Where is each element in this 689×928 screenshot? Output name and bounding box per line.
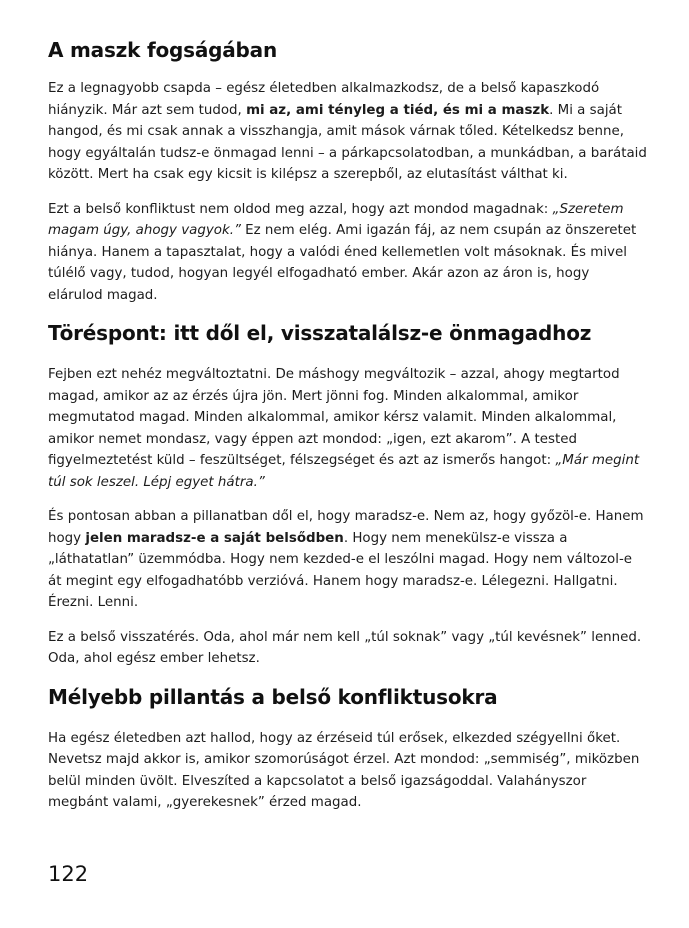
italic-quote: „Már megint túl sok leszel. Lépj egyet hátra.” <box>48 453 640 490</box>
section-heading-deeper-look: Mélyebb pillantás a belső konfliktusokra <box>48 684 498 709</box>
paragraph: Ha egész életedben azt hallod, hogy az érzéseid túl erősek, elkezded szégyellni őket. Nevetsz majd akkor is, amikor szomorúságot érzel. Azt mondod: „semmiség”, miközben belül minden üvölt. Elveszíted a kapcsolatot a belső igazságoddal. Valahányszor megbánt valami, „gyerekesnek” érzed magad. <box>48 730 640 810</box>
paragraph: Fejben ezt nehéz megváltoztatni. De máshogy megváltozik – azzal, ahogy megtartod magad, amikor az az érzés újra jön. Mert jönni fog. Minden alkalommal, amikor megmutatod magad. Minden alkalommal, amikor kérsz valamit. Minden alkalommal, amikor nemet mondasz, vagy éppen azt mondod: „igen, ezt akarom”. A tested figyelmeztetést küld – feszültséget, félszegséget és azt az ismerős hangot: „Már megint túl sok leszel. Lépj egyet hátra.” <box>48 367 640 490</box>
paragraph: Ez a belső visszatérés. Oda, ahol már nem kell „túl soknak” vagy „túl kevésnek” lenned. Oda, ahol egész ember lehetsz. <box>48 629 642 666</box>
italic-quote: „Szeretem magam úgy, ahogy vagyok.” <box>48 201 624 238</box>
paragraph: És pontosan abban a pillanatban dől el, hogy maradsz-e. Nem az, hogy győzöl-e. Hanem hogy jelen maradsz-e a saját belsődben. Hogy nem menekülsz-e vissza a „láthatatlan” üzemmódba. Hogy nem kezded-e el leszólni magad. Hogy nem változol-e át megint egy elfogadhatóbb verzióvá. Hanem hogy maradsz-e. Lélegezni. Hallgatni. Érezni. Lenni. <box>48 509 644 610</box>
paragraph: Ezt a belső konfliktust nem oldod meg azzal, hogy azt mondod magadnak: „Szeretem magam úgy, ahogy vagyok.” Ez nem elég. Ami igazán fáj, az nem csupán az önszeretet hiánya. Hanem a tapasztalat, hogy a valódi éned kellemetlen volt másoknak. És mivel túlélő vagy, tudod, hogyan legyél elfogadható ember. Akár azon az áron is, hogy elárulod magad. <box>48 201 637 303</box>
bold-phrase: jelen maradsz-e a saját belsődben <box>85 530 344 546</box>
section-heading-breakpoint: Töréspont: itt dől el, visszatalálsz-e önmagadhoz <box>48 321 592 345</box>
bold-phrase: mi az, ami tényleg a tiéd, és mi a maszk <box>246 102 550 118</box>
page-content <box>48 36 648 814</box>
section-heading-mask: A maszk fogságában <box>48 38 278 62</box>
paragraph: Ez a legnagyobb csapda – egész életedben alkalmazkodsz, de a belső kapaszkodó hiányzik. Már azt sem tudod, mi az, ami tényleg a tiéd, és mi a maszk. Mi a saját hangod, és mi csak annak a visszhangja, amit mások várnak tőled. Kételkedsz benne, hogy egyáltalán tudsz-e önmagad lenni – a párkapcsolatodban, a munkádban, a barátaid között. Mert ha csak egy kicsit is kilépsz a szerepből, az elutasítást válthat ki. <box>48 81 647 182</box>
page-number: 122 <box>48 862 89 886</box>
